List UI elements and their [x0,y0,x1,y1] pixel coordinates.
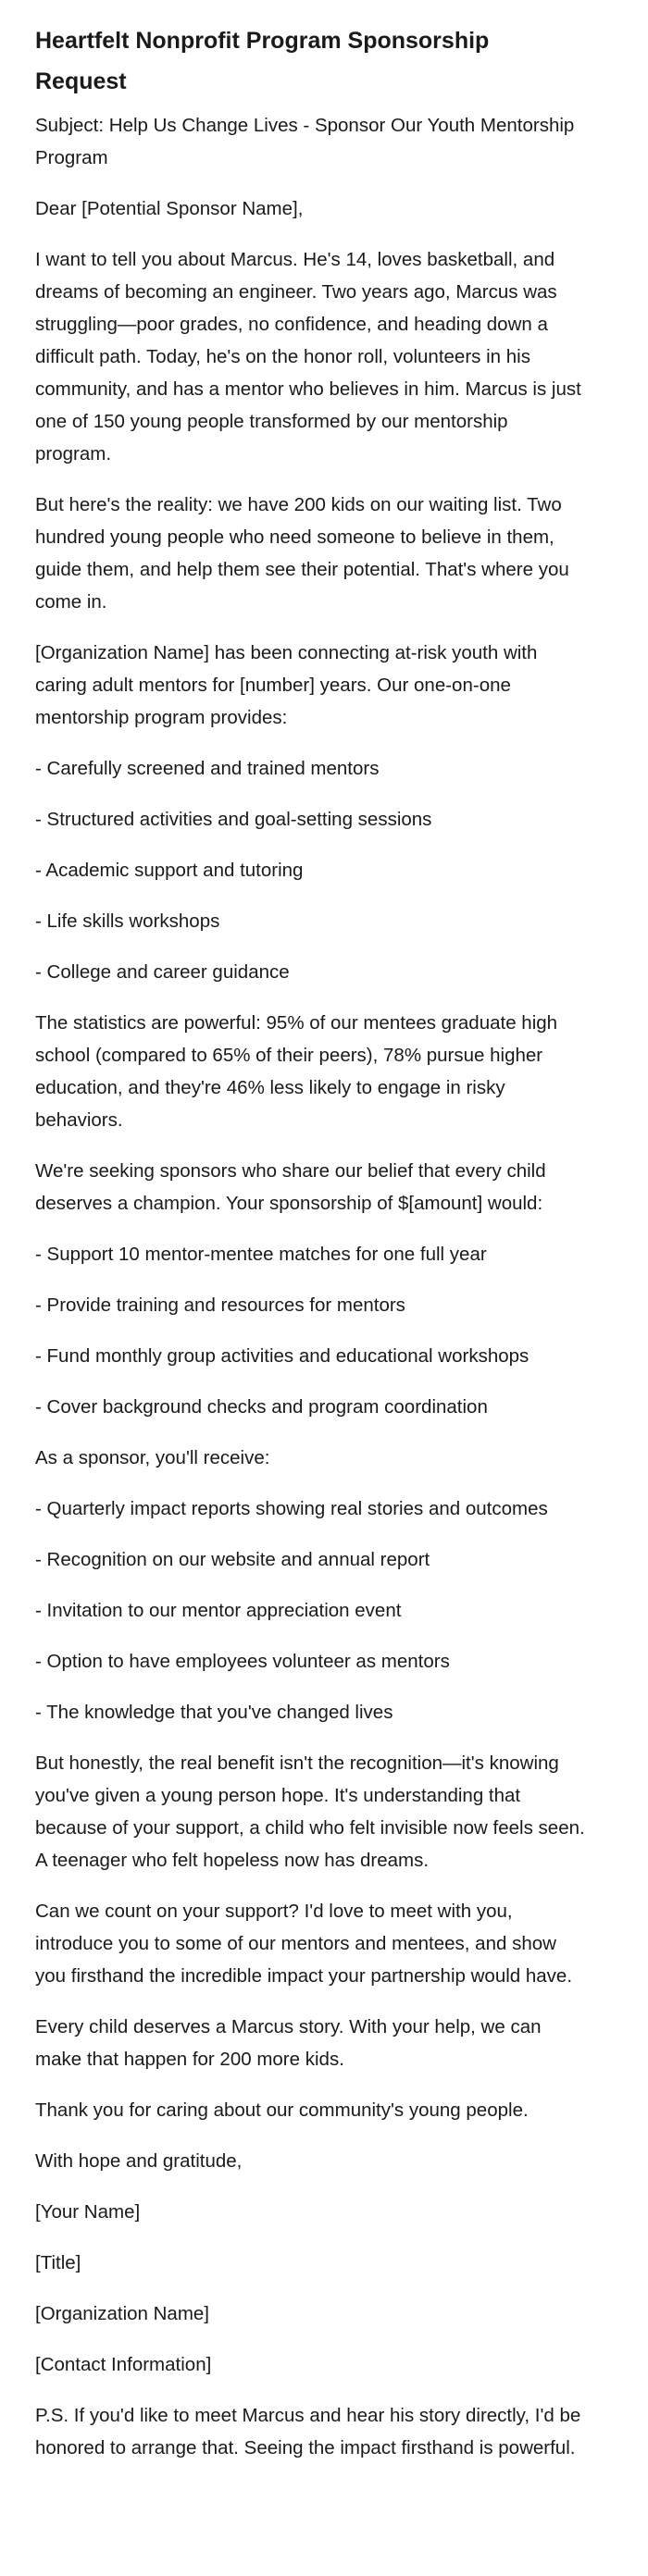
sponsorship-item: - Fund monthly group activities and educational workshops [35,1345,530,1367]
benefit-item: - The knowledge that you've changed lives [35,1702,393,1723]
sponsorship-item: - Support 10 mentor-mentee matches for one full year [35,1244,487,1265]
benefit-item: - Quarterly impact reports showing real stories and outcomes [35,1498,548,1519]
benefit-item: - Recognition on our website and annual report [35,1549,430,1570]
program-item: - College and career guidance [35,961,290,983]
program-item: - Academic support and tutoring [35,860,304,881]
subject-line: Subject: Help Us Change Lives - Sponsor Our Youth Mentorship Program [35,115,575,168]
postscript: P.S. If you'd like to meet Marcus and hear his story directly, I'd be honored to arrange that. Seeing the impact firsthand is powerful. [35,2405,581,2458]
intro-paragraph-2: But here's the reality: we have 200 kids on our waiting list. Two hundred young people who need someone to believe in them, guide them, and help them see their potential. That's where you come in. [35,494,569,613]
receive-intro: As a sponsor, you'll receive: [35,1447,270,1468]
signoff: With hope and gratitude, [35,2150,243,2172]
program-item: - Life skills workshops [35,910,220,932]
salutation: Dear [Potential Sponsor Name], [35,198,304,219]
benefit-item: - Option to have employees volunteer as mentors [35,1651,450,1672]
seeking-paragraph: We're seeking sponsors who share our belief that every child deserves a champion. Your sponsorship of $[amount] would: [35,1160,546,1214]
signature-title: [Title] [35,2252,81,2273]
stats-paragraph: The statistics are powerful: 95% of our mentees graduate high school (compared to 65% of their peers), 78% pursue higher education, and they're 46% less likely to engage in risky behaviors. [35,1012,558,1131]
signature-organization: [Organization Name] [35,2303,210,2324]
closing-paragraph-2: Can we count on your support? I'd love to meet with you, introduce you to some of our mentors and mentees, and show you firsthand the incredible impact your partnership would have. [35,1901,573,1987]
closing-paragraph-4: Thank you for caring about our community's young people. [35,2099,529,2121]
intro-paragraph-1: I want to tell you about Marcus. He's 14, loves basketball, and dreams of becoming an engineer. Two years ago, Marcus was struggling—poor grades, no confidence, and heading down a difficult path. Today, he's on the honor roll, volunteers in his community, and has a mentor who believes in him. Marcus is just one of 150 young people transformed by our mentorship program. [35,249,581,464]
page-title: Heartfelt Nonprofit Program Sponsorship Request [35,28,490,94]
program-item: - Structured activities and goal-setting sessions [35,809,432,830]
closing-paragraph-3: Every child deserves a Marcus story. With your help, we can make that happen for 200 more kids. [35,2016,542,2070]
intro-paragraph-3: [Organization Name] has been connecting at-risk youth with caring adult mentors for [number] years. Our one-on-one mentorship program provides: [35,642,538,728]
signature-name: [Your Name] [35,2201,141,2223]
sponsorship-item: - Provide training and resources for mentors [35,1294,405,1316]
sponsorship-item: - Cover background checks and program coordination [35,1396,488,1418]
closing-paragraph-1: But honestly, the real benefit isn't the recognition—it's knowing you've given a young person hope. It's understanding that because of your support, a child who felt invisible now feels seen. A teenager who felt hopeless now has dreams. [35,1752,585,1871]
program-item: - Carefully screened and trained mentors [35,758,380,779]
benefit-item: - Invitation to our mentor appreciation event [35,1600,402,1621]
signature-contact: [Contact Information] [35,2354,212,2375]
